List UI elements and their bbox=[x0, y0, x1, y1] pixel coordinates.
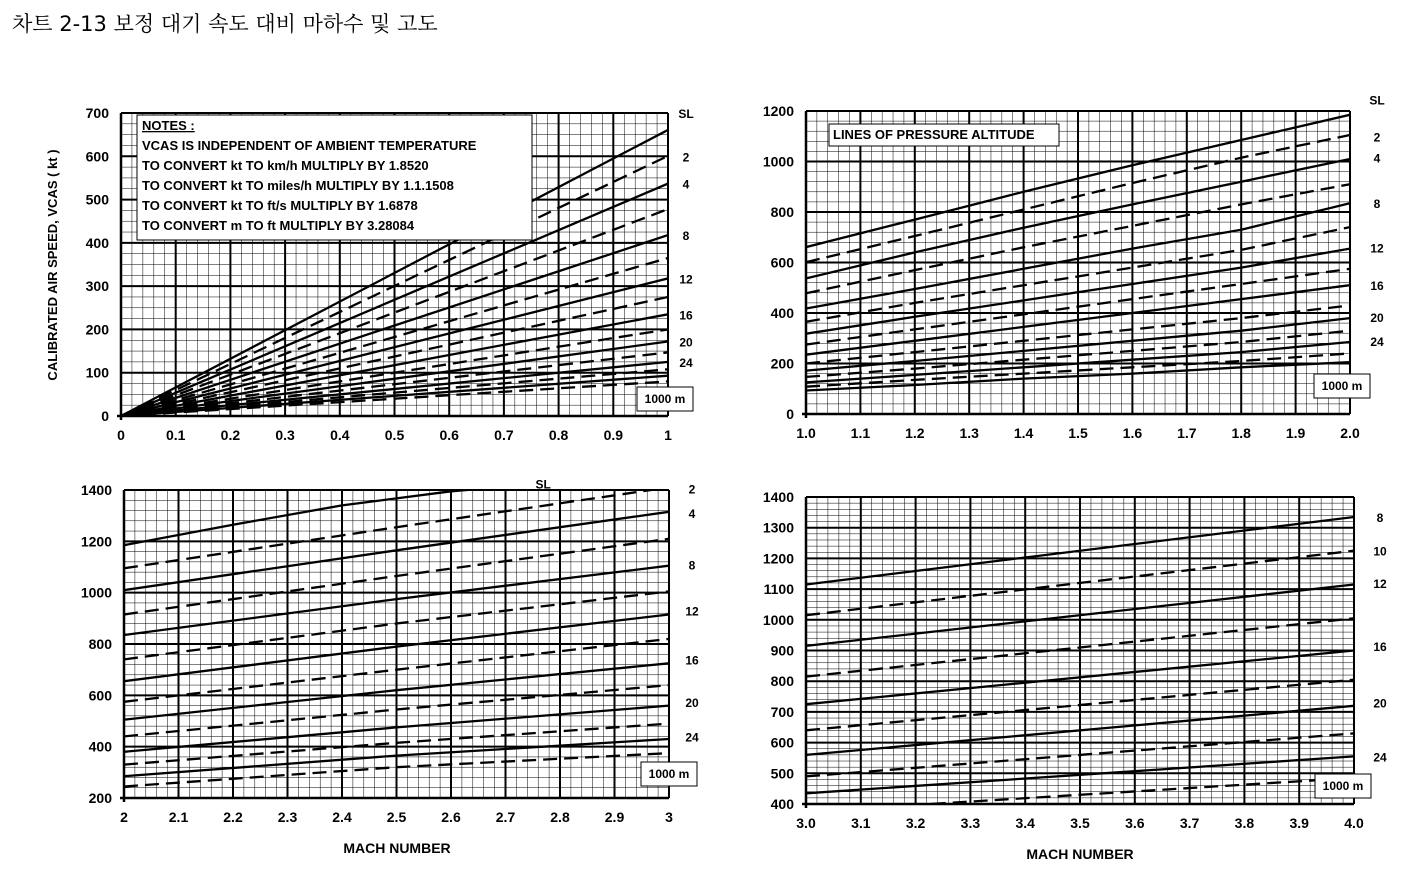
notes-line: TO CONVERT kt TO km/h MULTIPLY BY 1.8520 bbox=[142, 158, 429, 173]
y-tick-label: 800 bbox=[770, 204, 794, 220]
y-tick-label: 1200 bbox=[762, 550, 794, 567]
series-label: 4 bbox=[1373, 151, 1381, 166]
unit-box-label: 1000 m bbox=[644, 392, 686, 406]
x-tick-label: 1.3 bbox=[959, 425, 979, 441]
page-title: 차트 2-13 보정 대기 속도 대비 마하수 및 고도 bbox=[12, 12, 438, 36]
y-tick-label: 800 bbox=[88, 636, 112, 652]
x-tick-label: 3 bbox=[665, 809, 673, 825]
annotation-label: LINES OF PRESSURE ALTITUDE bbox=[833, 127, 1035, 142]
x-tick-label: 1.6 bbox=[1122, 425, 1143, 441]
y-tick-label: 600 bbox=[88, 687, 112, 704]
series-label: 8 bbox=[682, 229, 690, 244]
y-tick-label: 600 bbox=[770, 734, 794, 751]
y-tick-label: 500 bbox=[770, 765, 794, 782]
y-tick-label: 500 bbox=[85, 191, 109, 208]
series-label: 20 bbox=[685, 695, 699, 710]
x-tick-label: 2.3 bbox=[277, 809, 298, 825]
y-tick-label: 200 bbox=[770, 355, 794, 372]
series-label: 16 bbox=[1370, 279, 1384, 294]
series-label: SL bbox=[1369, 93, 1385, 108]
chart-panel-3 bbox=[81, 478, 699, 825]
y-tick-label: 400 bbox=[85, 234, 109, 251]
y-tick-label: 700 bbox=[85, 105, 109, 121]
y-tick-label: 1200 bbox=[80, 533, 112, 550]
x-axis-label: MACH NUMBER bbox=[343, 840, 451, 856]
x-tick-label: 0.1 bbox=[165, 427, 186, 443]
x-tick-label: 1.8 bbox=[1231, 425, 1251, 441]
y-tick-label: 1300 bbox=[762, 519, 794, 536]
x-tick-label: 1.7 bbox=[1177, 425, 1197, 441]
series-label: 8 bbox=[688, 558, 696, 573]
y-tick-label: 1400 bbox=[80, 482, 112, 498]
y-tick-label: 400 bbox=[770, 305, 794, 321]
series-label: 24 bbox=[1373, 750, 1387, 765]
series-label: 4 bbox=[682, 177, 690, 192]
chart-panel-2 bbox=[763, 94, 1385, 441]
y-tick-label: 1000 bbox=[762, 153, 794, 170]
y-tick-label: 1200 bbox=[762, 103, 794, 119]
x-tick-label: 1.5 bbox=[1068, 425, 1088, 441]
series-label: 20 bbox=[1370, 310, 1384, 325]
y-tick-label: 600 bbox=[85, 148, 109, 165]
y-tick-label: 1400 bbox=[762, 489, 794, 505]
y-tick-label: 200 bbox=[88, 790, 112, 806]
x-tick-label: 2.0 bbox=[1340, 425, 1360, 441]
notes-line: TO CONVERT kt TO ft/s MULTIPLY BY 1.6878 bbox=[142, 198, 418, 213]
series-label: 20 bbox=[1373, 696, 1387, 711]
x-tick-label: 3.1 bbox=[851, 815, 871, 831]
x-tick-label: 3.4 bbox=[1015, 815, 1035, 831]
x-tick-label: 2.7 bbox=[495, 809, 516, 825]
series-label: 4 bbox=[688, 507, 696, 522]
x-tick-label: 2.2 bbox=[223, 809, 243, 825]
series-label: 8 bbox=[1373, 197, 1381, 212]
x-tick-label: 4.0 bbox=[1344, 815, 1364, 831]
x-tick-label: 0.8 bbox=[548, 427, 569, 443]
series-label: SL bbox=[535, 477, 551, 492]
series-label: 8 bbox=[1376, 510, 1384, 525]
series-label: 24 bbox=[685, 730, 699, 745]
x-tick-label: 0.2 bbox=[220, 427, 241, 443]
notes-heading: NOTES : bbox=[142, 118, 195, 133]
chart-panel-1 bbox=[86, 105, 694, 443]
series-line bbox=[124, 485, 527, 545]
x-tick-label: 3.5 bbox=[1070, 815, 1090, 831]
y-tick-label: 0 bbox=[786, 406, 794, 422]
x-tick-label: 2.6 bbox=[441, 809, 461, 825]
series-label: 12 bbox=[1373, 576, 1387, 591]
notes-line: TO CONVERT kt TO miles/h MULTIPLY BY 1.1.1508 bbox=[142, 178, 454, 193]
x-tick-label: 3.9 bbox=[1289, 815, 1309, 831]
x-tick-label: 1.2 bbox=[905, 425, 925, 441]
y-tick-label: 1000 bbox=[80, 584, 112, 601]
x-tick-label: 2.4 bbox=[332, 809, 352, 825]
x-tick-label: 1.0 bbox=[796, 425, 816, 441]
x-tick-label: 3.3 bbox=[960, 815, 981, 831]
y-tick-label: 700 bbox=[770, 703, 794, 720]
y-tick-label: 300 bbox=[85, 278, 109, 295]
y-tick-label: 800 bbox=[770, 673, 794, 690]
x-tick-label: 3.2 bbox=[905, 815, 926, 831]
x-tick-label: 2 bbox=[120, 809, 128, 825]
notes-line: VCAS IS INDEPENDENT OF AMBIENT TEMPERATURE bbox=[142, 138, 477, 153]
series-label: 12 bbox=[685, 604, 699, 619]
series-label: 20 bbox=[679, 335, 693, 350]
x-tick-label: 1 bbox=[664, 427, 672, 443]
series-label: 24 bbox=[679, 355, 693, 370]
series-label: 16 bbox=[1373, 639, 1387, 654]
y-tick-label: 200 bbox=[85, 321, 109, 338]
x-tick-label: 0.6 bbox=[439, 427, 459, 443]
y-tick-label: 900 bbox=[770, 642, 794, 659]
x-tick-label: 3.8 bbox=[1234, 815, 1255, 831]
y-tick-label: 1100 bbox=[763, 581, 794, 598]
x-tick-label: 2.8 bbox=[550, 809, 570, 825]
y-tick-label: 400 bbox=[88, 738, 112, 755]
unit-box-label: 1000 m bbox=[648, 767, 690, 781]
x-tick-label: 2.9 bbox=[604, 809, 625, 825]
x-tick-label: 1.4 bbox=[1013, 425, 1034, 441]
series-label: SL bbox=[678, 107, 694, 121]
x-tick-label: 3.7 bbox=[1179, 815, 1200, 831]
y-tick-label: 0 bbox=[101, 408, 109, 424]
series-label: 2 bbox=[688, 482, 696, 497]
x-tick-label: 3.6 bbox=[1125, 815, 1145, 831]
series-label: 16 bbox=[685, 653, 699, 668]
x-tick-label: 3.0 bbox=[796, 815, 816, 831]
x-tick-label: 0.9 bbox=[603, 427, 624, 443]
x-tick-label: 0.7 bbox=[494, 427, 514, 443]
x-tick-label: 1.1 bbox=[850, 425, 871, 441]
x-tick-label: 2.5 bbox=[386, 809, 407, 825]
y-tick-label: 100 bbox=[85, 364, 109, 381]
series-label: 2 bbox=[682, 150, 690, 165]
x-tick-label: 0.3 bbox=[275, 427, 295, 443]
x-tick-label: 0 bbox=[117, 427, 125, 443]
series-label: 16 bbox=[679, 308, 693, 323]
chart-panel-4 bbox=[763, 489, 1387, 831]
y-tick-label: 1000 bbox=[762, 611, 794, 628]
y-tick-label: 400 bbox=[770, 796, 794, 812]
x-tick-label: 0.4 bbox=[330, 427, 350, 443]
series-label: 12 bbox=[1370, 241, 1384, 256]
series-label: 24 bbox=[1370, 334, 1384, 349]
unit-box-label: 1000 m bbox=[1321, 379, 1363, 393]
unit-box-label: 1000 m bbox=[1322, 779, 1364, 793]
x-tick-label: 2.1 bbox=[168, 809, 189, 825]
series-label: 10 bbox=[1373, 544, 1387, 559]
x-axis-label: MACH NUMBER bbox=[1026, 846, 1134, 862]
x-tick-label: 0.5 bbox=[384, 427, 405, 443]
notes-line: TO CONVERT m TO ft MULTIPLY BY 3.28084 bbox=[142, 218, 415, 233]
y-tick-label: 600 bbox=[770, 254, 794, 271]
series-label: 12 bbox=[679, 272, 693, 287]
series-label: 2 bbox=[1373, 130, 1381, 145]
y-axis-label: CALIBRATED AIR SPEED, VCAS ( kt ) bbox=[45, 149, 60, 381]
x-tick-label: 1.9 bbox=[1285, 425, 1306, 441]
